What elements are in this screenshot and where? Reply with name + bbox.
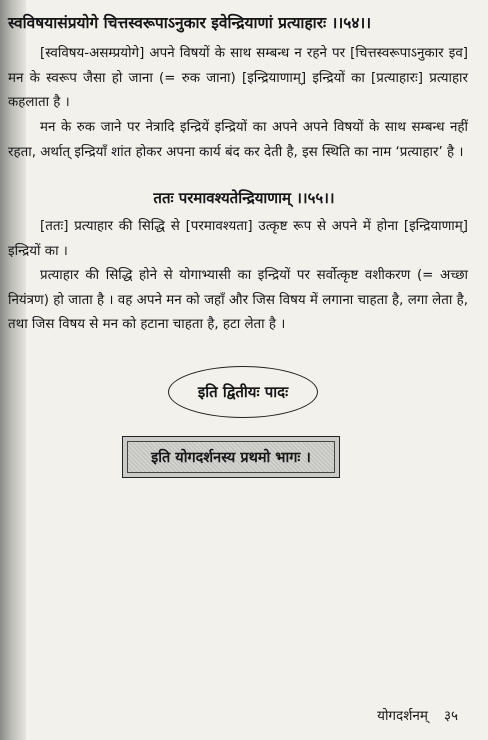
page-footer — [377, 706, 458, 724]
paragraph-sutra-55-word-meaning: [ततः] प्रत्याहार की सिद्धि से [परमावश्यता] उत्कृष्ट रूप से अपने में होना [इन्द्रियाणाम्] इन्द्रियों का । — [8, 219, 468, 259]
paragraph-sutra-55-explanation: प्रत्याहार की सिद्धि होने से योगाभ्यासी का इन्द्रियों पर सर्वोत्कृष्ट वशीकरण (= अच्छा नियंत्रण) हो जाता है । वह अपने मन को जहाँ और जिस विषय में लगाना चाहता है, लगा लेता है, तथा जिस विषय से मन को हटाना चाहता है, हटा लेता है । — [8, 268, 468, 333]
sutra-54-heading: स्वविषयासंप्रयोगे चित्तस्वरूपाऽनुकार इवेन्द्रियाणां प्रत्याहारः ।।५४।। — [8, 14, 372, 32]
footer-page-number: ३५ — [443, 708, 458, 724]
part-end-box — [122, 436, 340, 478]
footer-book-title: योगदर्शनम् — [377, 708, 428, 724]
chapter-end-oval — [168, 366, 318, 418]
part-end-box-inner — [127, 441, 335, 473]
paragraph-sutra-54-explanation: मन के रुक जाने पर नेत्रादि इन्द्रियें इन्द्रियों का अपने अपने विषयों के साथ सम्बन्ध नहीं रहता, अर्थात् इन्द्रियाँ शांत होकर अपना कार्य बंद कर देती है, इस स्थिति का नाम ‘प्रत्याहार’ है । — [8, 120, 468, 160]
paragraph-sutra-54-word-meaning: [स्वविषय-असम्प्रयोगे] अपने विषयों के साथ सम्बन्ध न रहने पर [चित्तस्वरूपाऽनुकार इव] मन के स्वरूप जैसा हो जाना (= रुक जाना) [इन्द्रियाणाम्] इन्द्रियों का [प्रत्याहारः] प्रत्याहार कहलाता है । — [8, 46, 468, 111]
part-end-label: इति योगदर्शनस्य प्रथमो भागः । — [151, 450, 311, 466]
sutra-55-heading: ततः परमावश्यतेन्द्रियाणाम् ।।५५।। — [153, 189, 335, 207]
chapter-end-label: इति द्वितीयः पादः — [197, 383, 289, 401]
